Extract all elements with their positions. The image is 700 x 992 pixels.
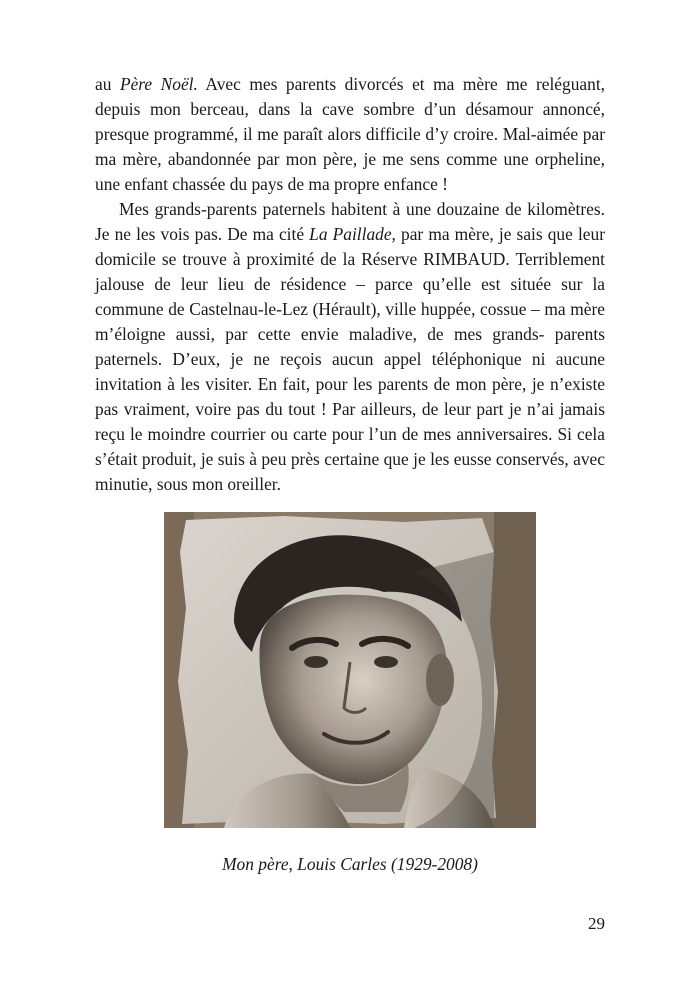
text-run: kilomètres. Je ne les vois pas. De ma cité: [95, 199, 605, 244]
text-run: n’existe pas vraiment, voire pas du tout ! Par ailleurs, de leur part je: [95, 374, 605, 419]
text-run: au: [95, 74, 120, 94]
portrait-photo: [164, 512, 536, 828]
text-run: presque programmé, il me paraît alors difficile d’y croire. Mal-aimée: [95, 124, 579, 144]
text-run: par ma mère, abandonnée par mon père, je me sens comme une: [95, 124, 605, 169]
text-run: les eusse conservés, avec minutie, sous mon oreiller.: [95, 449, 605, 494]
text-run: Avec mes parents divorcés et ma mère me reléguant,: [197, 74, 606, 94]
text-run: n’ai jamais reçu le moindre courrier ou carte pour l’un de mes: [95, 399, 606, 444]
italic-text: Père Noël.: [119, 74, 198, 94]
text-run: Mes grands-parents paternels habitent à une douzaine de: [119, 199, 522, 219]
text-run: orpheline, une enfant chassée du pays de ma propre enfance !: [95, 149, 605, 194]
page-number: 29: [588, 914, 605, 933]
text-run: Terriblement jalouse de leur lieu de résidence – parce qu’elle est située: [95, 249, 605, 294]
text-run: par ma mère, je: [395, 224, 512, 244]
italic-text: La Paillade,: [309, 224, 396, 244]
portrait-photo-image: [164, 512, 536, 828]
text-run: depuis mon berceau, dans la cave sombre d’un désamour annoncé,: [95, 99, 605, 119]
text-run: sais que leur domicile se trouve à proximité de la Réserve RIMBAUD.: [95, 224, 605, 269]
text-run: parents paternels. D’eux, je ne reçois aucun appel téléphonique ni: [95, 324, 605, 369]
text-run: sur la commune de Castelnau-le-Lez (Hérault), ville huppée, cossue –: [95, 274, 605, 319]
body-text: [95, 72, 605, 497]
text-run: aucune invitation à les visiter. En fait, pour les parents de mon père, je: [95, 349, 605, 394]
paragraph: [95, 197, 605, 497]
text-run: anniversaires. Si cela s’était produit, je suis à peu près certaine que je: [95, 424, 605, 469]
photo-caption: Mon père, Louis Carles (1929-2008): [222, 854, 478, 874]
text-run: ma mère m’éloigne aussi, par cette envie maladive, de mes grands-: [95, 299, 605, 344]
paragraph: [95, 72, 605, 197]
